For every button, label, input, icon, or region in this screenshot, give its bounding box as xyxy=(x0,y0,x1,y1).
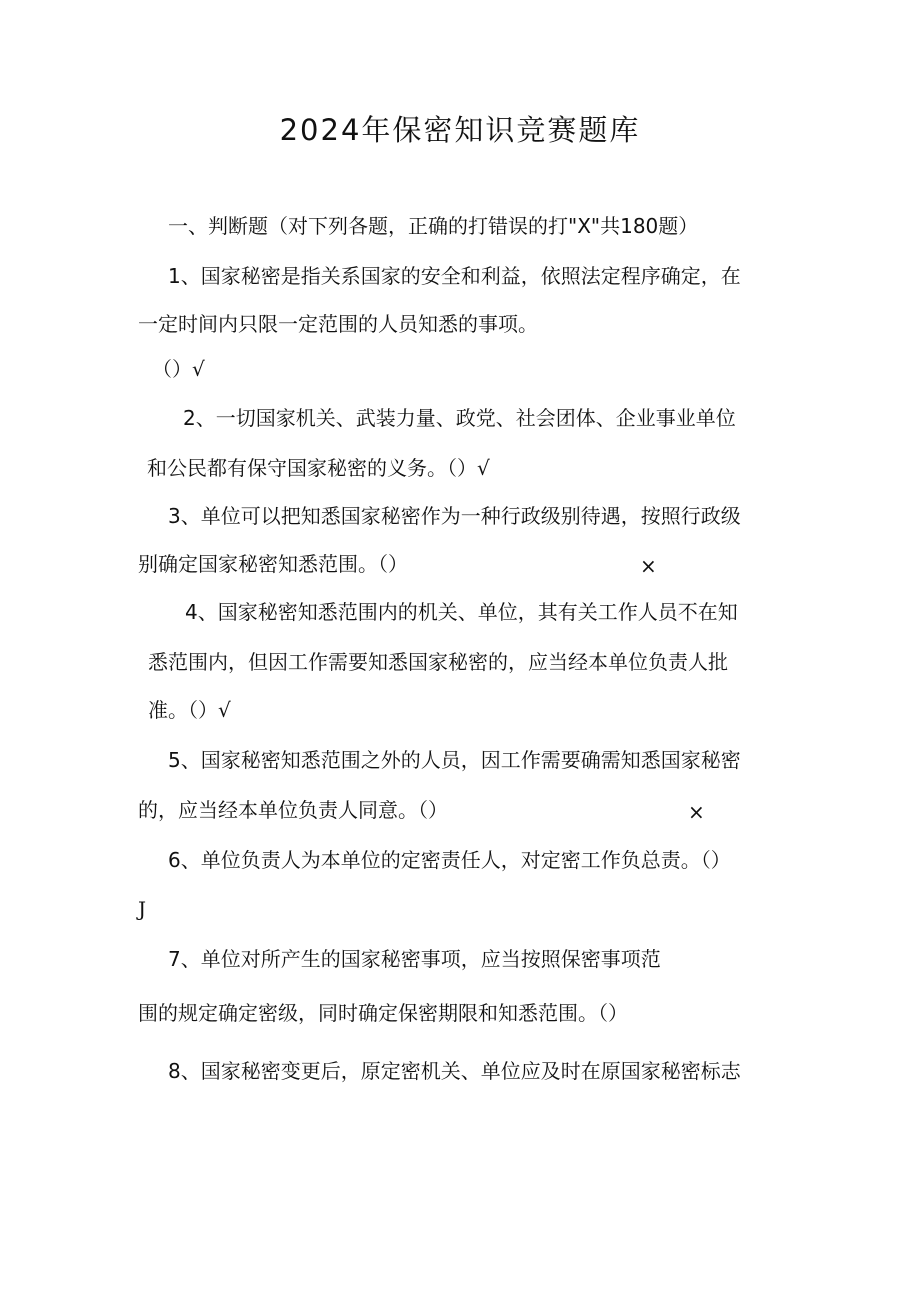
question-2-line-1: 2、一切国家机关、武装力量、政党、社会团体、企业事业单位 xyxy=(183,406,736,430)
question-4-line-1: 4、国家秘密知悉范围内的机关、单位，其有关工作人员不在知 xyxy=(185,600,738,624)
question-1-line-2: 一定时间内只限一定范围的人员知悉的事项。 xyxy=(138,312,538,336)
question-1-line-3: （）√ xyxy=(152,357,205,381)
question-3-line-1: 3、单位可以把知悉国家秘密作为一种行政级别待遇，按照行政级 xyxy=(168,504,741,528)
question-3-mark: × xyxy=(640,554,657,578)
question-2-line-2: 和公民都有保守国家秘密的义务。（）√ xyxy=(147,456,490,480)
section-heading: 一、判断题（对下列各题，正确的打错误的打"X"共180题） xyxy=(168,214,699,238)
question-7-line-2: 围的规定确定密级，同时确定保密期限和知悉范围。（） xyxy=(138,1001,628,1025)
question-5-mark: × xyxy=(688,800,705,824)
question-7-line-1: 7、单位对所产生的国家秘密事项，应当按照保密事项范 xyxy=(168,947,661,971)
question-5-line-2: 的，应当经本单位负责人同意。（） xyxy=(138,798,448,822)
question-3-line-2: 别确定国家秘密知悉范围。（） xyxy=(138,552,408,576)
question-4-line-3: 准。（）√ xyxy=(148,698,231,722)
question-6-line-2: J xyxy=(138,897,147,921)
question-6-line-1: 6、单位负责人为本单位的定密责任人，对定密工作负总责。（） xyxy=(168,848,731,872)
question-1-line-1: 1、国家秘密是指关系国家的安全和利益，依照法定程序确定，在 xyxy=(168,264,741,288)
question-4-line-2: 悉范围内，但因工作需要知悉国家秘密的，应当经本单位负责人批 xyxy=(148,650,728,674)
question-5-line-1: 5、国家秘密知悉范围之外的人员，因工作需要确需知悉国家秘密 xyxy=(168,748,741,772)
question-8-line-1: 8、国家秘密变更后，原定密机关、单位应及时在原国家秘密标志 xyxy=(168,1059,741,1083)
document-title: 2024年保密知识竞赛题库 xyxy=(279,113,641,147)
